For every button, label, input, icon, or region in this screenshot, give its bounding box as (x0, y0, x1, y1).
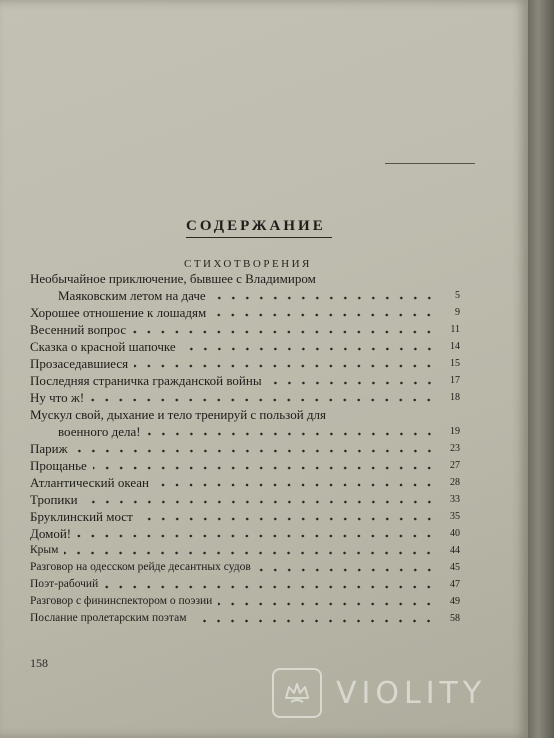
list-item (30, 491, 460, 508)
toc-page: 33 (450, 494, 460, 505)
dot-leader (132, 330, 436, 334)
toc-page: 15 (450, 358, 460, 369)
list-item (30, 440, 460, 457)
toc-page: 5 (455, 290, 460, 301)
toc-title: Прощанье (30, 458, 87, 473)
list-item (30, 610, 460, 627)
toc-title: Необычайное приключение, бывшее с Владимиром (30, 271, 316, 286)
list-item (30, 355, 460, 372)
toc-page: 58 (450, 613, 460, 624)
header-rule (385, 163, 475, 164)
dot-leader (104, 585, 436, 589)
dot-leader (77, 534, 436, 538)
toc-page: 9 (455, 307, 460, 318)
dot-leader (84, 500, 436, 504)
watermark (272, 668, 486, 718)
page-number: 158 (30, 656, 48, 670)
dot-leader (192, 619, 436, 623)
toc-page: 11 (450, 324, 460, 335)
toc-page: 40 (450, 528, 460, 539)
list-item (30, 542, 460, 559)
list-item (30, 304, 460, 321)
dot-leader (139, 517, 436, 521)
page-title: СОДЕРЖАНИЕ (186, 218, 326, 234)
toc-title: Тропики (30, 492, 78, 507)
toc-title: Разговор с фининспектором о поэзии (30, 595, 213, 607)
toc-page: 35 (450, 511, 460, 522)
title-underline (186, 237, 332, 238)
toc-title: Последняя страничка гражданской войны (30, 373, 262, 388)
list-item (30, 287, 460, 304)
dot-leader (268, 381, 436, 385)
page-edge (528, 0, 554, 738)
dot-leader (218, 602, 436, 606)
toc-title: Хорошее отношение к лошадям (30, 305, 207, 320)
dot-leader (212, 313, 436, 317)
toc-page: 45 (450, 562, 460, 573)
list-item (30, 406, 460, 423)
list-item (30, 372, 460, 389)
toc-title: Сказка о красной шапочке (30, 339, 176, 354)
list-item (30, 474, 460, 491)
list-item (30, 270, 460, 287)
toc-title: Париж (30, 441, 68, 456)
crown-logo-icon-svg (282, 678, 312, 708)
list-item (30, 508, 460, 525)
crown-logo-icon (272, 668, 322, 718)
dot-leader (155, 483, 436, 487)
toc-page: 18 (450, 392, 460, 403)
toc-page: 47 (450, 579, 460, 590)
toc-page: 44 (450, 545, 460, 556)
list-item (30, 457, 460, 474)
list-item (30, 321, 460, 338)
dot-leader (74, 449, 436, 453)
dot-leader (182, 347, 436, 351)
toc-title: Ну что ж! (30, 390, 85, 405)
dot-leader (134, 364, 436, 368)
dot-leader (147, 432, 436, 436)
toc-page: 49 (450, 596, 460, 607)
table-of-contents (30, 270, 460, 627)
list-item (30, 525, 460, 542)
dot-leader (212, 296, 436, 300)
toc-title: Атлантический океан (30, 475, 149, 490)
toc-page: 28 (450, 477, 460, 488)
toc-page: 14 (450, 341, 460, 352)
list-item (30, 593, 460, 610)
toc-title: Крым (30, 544, 59, 556)
list-item (30, 559, 460, 576)
toc-page: 17 (450, 375, 460, 386)
toc-title: Бруклинский мост (30, 509, 133, 524)
watermark-text: VIOLITY (336, 675, 487, 711)
toc-page: 23 (450, 443, 460, 454)
list-item (30, 338, 460, 355)
dot-leader (90, 398, 436, 402)
toc-title: Домой! (30, 526, 72, 541)
toc-title: военного дела! (58, 424, 141, 439)
toc-title: Послание пролетарским поэтам (30, 612, 187, 624)
toc-title: Весенний вопрос (30, 322, 127, 337)
dot-leader (64, 551, 436, 555)
toc-page: 19 (450, 426, 460, 437)
toc-page: 27 (450, 460, 460, 471)
toc-title: Поэт-рабочий (30, 578, 99, 590)
dot-leader (93, 466, 436, 470)
toc-title: Прозаседавшиеся (30, 356, 129, 371)
toc-title: Мускул свой, дыхание и тело тренируй с пользой для (30, 407, 326, 422)
list-item (30, 389, 460, 406)
list-item (30, 423, 460, 440)
list-item (30, 576, 460, 593)
toc-title: Маяковским летом на даче (58, 288, 206, 303)
toc-title: Разговор на одесском рейде десантных судов (30, 561, 251, 573)
dot-leader (257, 568, 436, 572)
section-subtitle: СТИХОТВОРЕНИЯ (184, 258, 312, 270)
